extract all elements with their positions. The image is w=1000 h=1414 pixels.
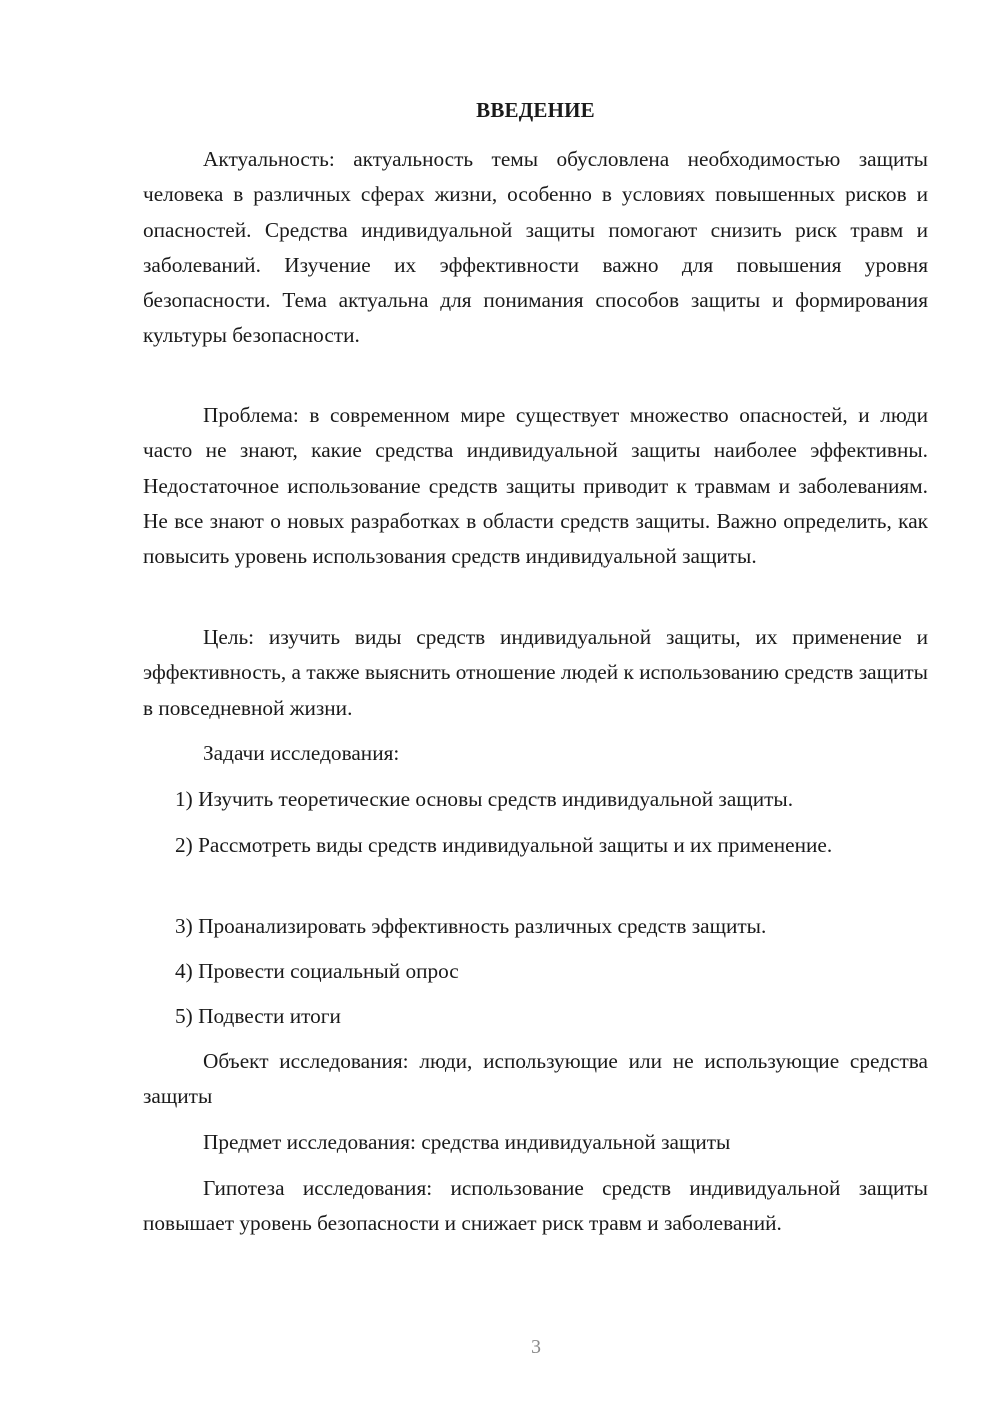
paragraph-relevance: Актуальность: актуальность темы обусловлена необходимостью защиты человека в различных сферах жизни, особенно в условиях повышенных рисков и опасностей. Средства индивидуальной защиты помогают снизить риск травм и заболеваний. Изучение их эффективности важно для повышения уровня безопасности. Тема актуальна для понимания способов защиты и формирования культуры безопасности. <box>143 147 928 348</box>
task-item-4: 4) Провести социальный опрос <box>175 959 459 983</box>
page-number: 3 <box>531 1336 541 1358</box>
task-item-5: 5) Подвести итоги <box>175 1004 341 1028</box>
paragraph-tasks-heading: Задачи исследования: <box>203 741 400 765</box>
task-item-1: 1) Изучить теоретические основы средств индивидуальной защиты. <box>175 787 794 811</box>
paragraph-goal: Цель: изучить виды средств индивидуальной защиты, их применение и эффективность, а также выяснить отношение людей к использованию средств защиты в повседневной жизни. <box>143 625 928 720</box>
paragraph-problem: Проблема: в современном мире существует множество опасностей, и люди часто не знают, какие средства индивидуальной защиты наиболее эффективны. Недостаточное использование средств защиты приводит к травмам и заболеваниям. Не все знают о новых разработках в области средств защиты. Важно определить, как повысить уровень использования средств индивидуальной защиты. <box>143 403 928 569</box>
paragraph-subject: Предмет исследования: средства индивидуальной защиты <box>203 1130 731 1154</box>
task-item-3: 3) Проанализировать эффективность различных средств защиты. <box>175 914 767 938</box>
task-item-2: 2) Рассмотреть виды средств индивидуальной защиты и их применение. <box>175 833 833 857</box>
paragraph-hypothesis: Гипотеза исследования: использование средств индивидуальной защиты повышает уровень безопасности и снижает риск травм и заболеваний. <box>143 1176 928 1236</box>
section-title: ВВЕДЕНИЕ <box>476 98 595 122</box>
paragraph-object: Объект исследования: люди, использующие или не использующие средства защиты <box>143 1049 928 1109</box>
